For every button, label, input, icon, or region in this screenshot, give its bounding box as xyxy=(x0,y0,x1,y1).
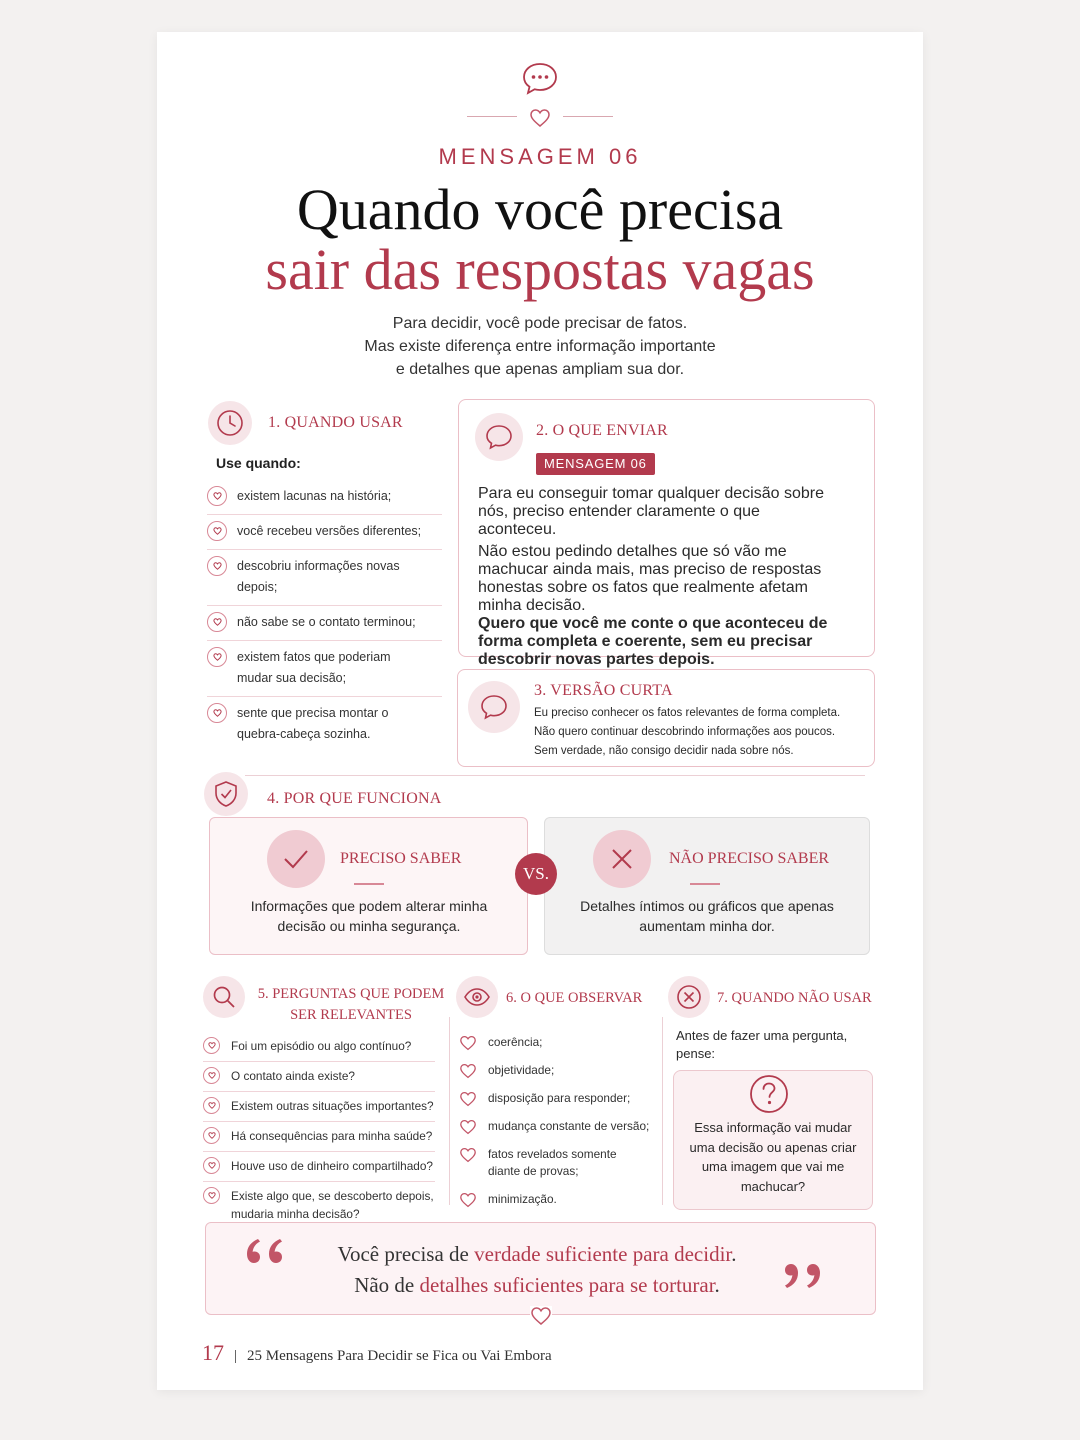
speech-bubble-icon xyxy=(521,60,559,98)
list-item: você recebeu versões diferentes; xyxy=(207,515,442,550)
list-item: não sabe se o contato terminou; xyxy=(207,606,442,641)
check-icon xyxy=(267,830,325,888)
divider xyxy=(563,116,613,117)
section-title-what-to-observe: 6. O QUE OBSERVAR xyxy=(506,990,643,1006)
book-title: 25 Mensagens Para Decidir se Fica ou Vai Embora xyxy=(247,1348,552,1364)
clock-icon xyxy=(208,401,252,445)
vs-badge: VS. xyxy=(515,853,557,895)
page-title: Quando você precisa xyxy=(296,177,784,242)
section-title-when-not-to-use: 7. QUANDO NÃO USAR xyxy=(717,990,872,1006)
eye-icon xyxy=(456,976,498,1018)
heart-bullet-icon xyxy=(203,1187,220,1204)
divider xyxy=(354,883,384,885)
list-item: Houve uso de dinheiro compartilhado? xyxy=(203,1152,435,1182)
message-paragraph-emphasis: Quero que você me conte o que aconteceu de forma completa e coerente, sem eu precisar descobrir novas partes depois. xyxy=(478,615,828,668)
heart-icon xyxy=(529,108,551,128)
list-item: disposição para responder; xyxy=(459,1085,659,1113)
list-item: sente que precisa montar o quebra-cabeça sozinha. xyxy=(207,697,442,752)
search-icon xyxy=(203,976,245,1018)
message-paragraph: Para eu conseguir tomar qualquer decisão sobre nós, preciso entender claramente o que aconteceu. xyxy=(478,485,824,538)
when-to-use-list xyxy=(207,480,442,752)
when-not-to-use-intro: Antes de fazer uma pergunta, pense: xyxy=(676,1028,848,1061)
heart-bullet-icon xyxy=(459,1063,477,1079)
heart-bullet-icon xyxy=(203,1037,220,1054)
list-item: existem fatos que poderiam mudar sua decisão; xyxy=(207,641,442,697)
heart-bullet-icon xyxy=(207,486,227,506)
list-item: Existem outras situações importantes? xyxy=(203,1092,435,1122)
heart-bullet-icon xyxy=(203,1097,220,1114)
heart-bullet-icon xyxy=(207,521,227,541)
message-body xyxy=(478,485,828,669)
heart-bullet-icon xyxy=(459,1192,477,1208)
closing-quote: Você precisa de verdade suficiente para decidir. Não de detalhes suficientes para se torturar. xyxy=(337,1242,737,1297)
list-item: minimização. xyxy=(459,1186,659,1214)
heart-bullet-icon xyxy=(207,647,227,667)
heart-bullet-icon xyxy=(459,1147,477,1163)
intro-text: Para decidir, você pode precisar de fatos. Mas existe diferença entre informação importante e detalhes que apenas ampliam sua dor. xyxy=(364,315,716,378)
no-need-to-know-text: Detalhes íntimos ou gráficos que apenas aumentam minha dor. xyxy=(580,898,834,934)
close-quote-icon xyxy=(781,1260,823,1292)
page-footer xyxy=(202,1340,552,1366)
list-item: existem lacunas na história; xyxy=(207,480,442,515)
shield-check-icon xyxy=(204,772,248,816)
use-when-label: Use quando: xyxy=(216,455,301,471)
footer-separator: | xyxy=(234,1348,238,1364)
section-title-relevant-questions: 5. PERGUNTAS QUE PODEM SER RELEVANTES xyxy=(257,986,445,1023)
short-version-text: Eu preciso conhecer os fatos relevantes de forma completa. Não quero continuar descobrindo informações aos poucos. Sem verdade, não consigo decidir nada sobre nós. xyxy=(534,707,841,757)
divider xyxy=(245,775,865,776)
divider xyxy=(690,883,720,885)
no-need-to-know-title: NÃO PRECISO SABER xyxy=(669,850,830,867)
heart-bullet-icon xyxy=(203,1157,220,1174)
page-title-accent: sair das respostas vagas xyxy=(265,237,815,302)
what-to-observe-list xyxy=(459,1029,659,1214)
x-circle-icon xyxy=(668,976,710,1018)
open-quote-icon xyxy=(244,1235,286,1267)
list-item: O contato ainda existe? xyxy=(203,1062,435,1092)
list-item: fatos revelados somente diante de provas; xyxy=(459,1141,659,1186)
heart-bullet-icon xyxy=(203,1127,220,1144)
question-mark-icon xyxy=(748,1073,790,1115)
section-title-short-version: 3. VERSÃO CURTA xyxy=(534,682,673,699)
heart-icon xyxy=(530,1306,552,1326)
need-to-know-title: PRECISO SABER xyxy=(340,850,462,867)
relevant-questions-list xyxy=(203,1032,435,1229)
page-number: 17 xyxy=(202,1340,224,1365)
column-divider xyxy=(449,1017,450,1205)
message-badge: MENSAGEM 06 xyxy=(536,453,655,475)
heart-bullet-icon xyxy=(459,1119,477,1135)
heart-bullet-icon xyxy=(207,556,227,576)
document-page xyxy=(157,32,923,1390)
column-divider xyxy=(662,1017,663,1205)
section-title-why-it-works: 4. POR QUE FUNCIONA xyxy=(267,790,442,807)
list-item: coerência; xyxy=(459,1029,659,1057)
list-item: Existe algo que, se descoberto depois, mudaria minha decisão? xyxy=(203,1182,435,1229)
heart-bullet-icon xyxy=(207,612,227,632)
chat-bubble-icon xyxy=(468,681,520,733)
divider xyxy=(467,116,517,117)
reflection-question: Essa informação vai mudar uma decisão ou apenas criar uma imagem que vai me machucar? xyxy=(689,1120,857,1194)
x-icon xyxy=(593,830,651,888)
heart-bullet-icon xyxy=(459,1035,477,1051)
list-item: descobriu informações novas depois; xyxy=(207,550,442,606)
need-to-know-text: Informações que podem alterar minha decisão ou minha segurança. xyxy=(250,898,488,934)
section-title-what-to-send: 2. O QUE ENVIAR xyxy=(536,422,668,439)
list-item: Há consequências para minha saúde? xyxy=(203,1122,435,1152)
heart-bullet-icon xyxy=(207,703,227,723)
heart-bullet-icon xyxy=(459,1091,477,1107)
message-kicker: MENSAGEM 06 xyxy=(438,144,642,169)
list-item: objetividade; xyxy=(459,1057,659,1085)
list-item: Foi um episódio ou algo contínuo? xyxy=(203,1032,435,1062)
heart-bullet-icon xyxy=(203,1067,220,1084)
section-title-when-to-use: 1. QUANDO USAR xyxy=(268,414,403,431)
message-paragraph: Não estou pedindo detalhes que só vão me machucar ainda mais, mas preciso de respostas honestas sobre os fatos que realmente afetam minha decisão. xyxy=(478,543,822,614)
chat-bubble-icon xyxy=(475,413,523,461)
list-item: mudança constante de versão; xyxy=(459,1113,659,1141)
